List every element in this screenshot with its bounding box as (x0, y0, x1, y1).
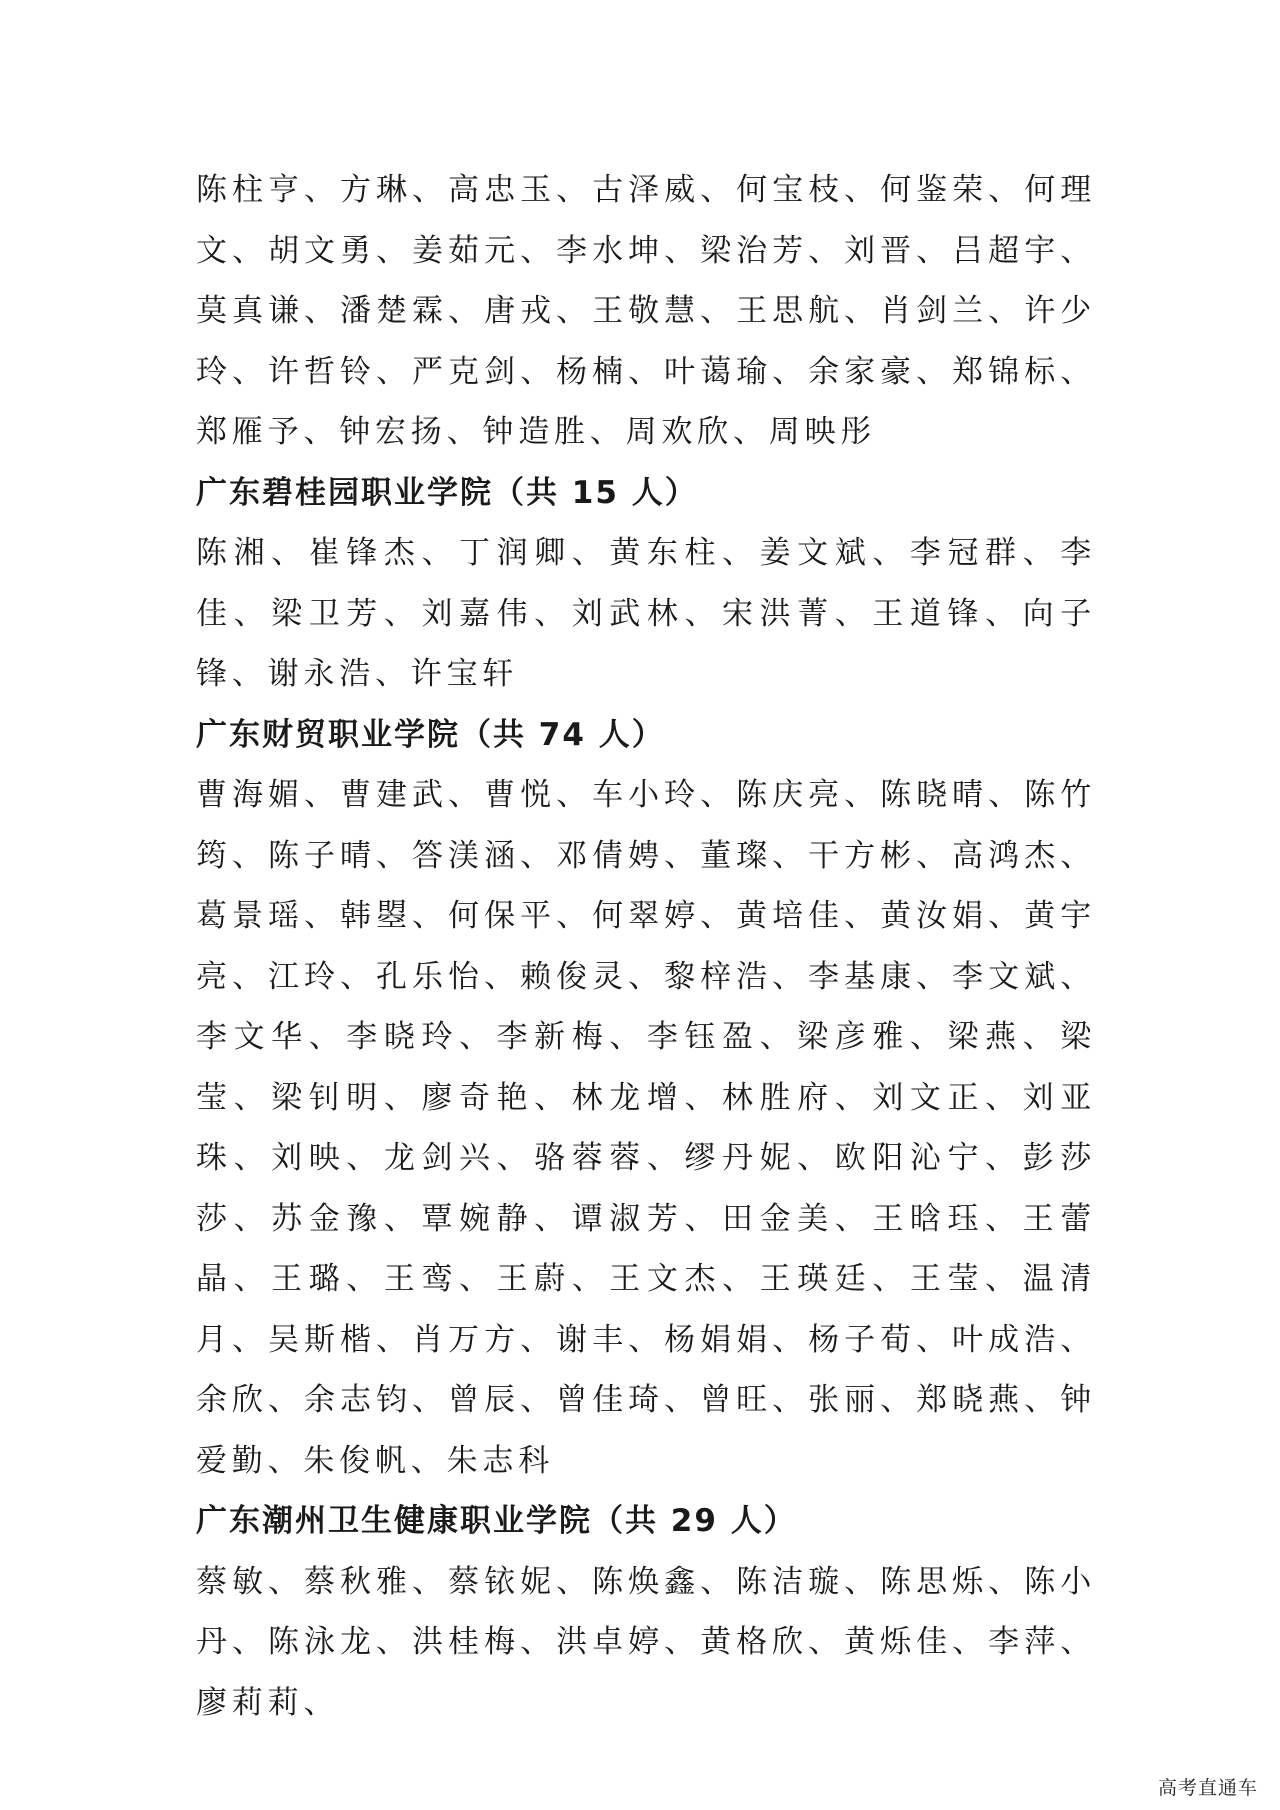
section-heading-caimao: 广东财贸职业学院（共 74 人） (196, 716, 665, 753)
name-list-caimao: 曹海媚、曹建武、曹悦、车小玲、陈庆亮、陈晓晴、陈竹筠、陈子晴、答渼涵、邓倩娉、董璨、干方彬、高鸿杰、葛景瑶、韩曌、何保平、何翠婷、黄培佳、黄汝娟、黄宇亮、江玲、孔乐怡、赖俊灵、黎梓浩、李基康、李文斌、李文华、李晓玲、李新梅、李钰盈、梁彦雅、梁燕、梁莹、梁钊明、廖奇艳、林龙增、林胜府、刘文正、刘亚珠、刘映、龙剑兴、骆蓉蓉、缪丹妮、欧阳沁宁、彭莎莎、苏金豫、覃婉静、谭淑芳、田金美、王晗珏、王蕾晶、王璐、王鸾、王蔚、王文杰、王瑛廷、王莹、温清月、吴斯楷、肖万方、谢丰、杨娟娟、杨子荀、叶成浩、余欣、余志钧、曾辰、曾佳琦、曾旺、张丽、郑晓燕、钟爱勤、朱俊帆、朱志科 (196, 777, 1096, 1479)
section-heading-chaozhou: 广东潮州卫生健康职业学院（共 29 人） (196, 1503, 797, 1539)
name-list-biguiyuan: 陈湘、崔锋杰、丁润卿、黄东柱、姜文斌、李冠群、李佳、梁卫芳、刘嘉伟、刘武林、宋洪菁、王道锋、向子锋、谢永浩、许宝轩 (196, 535, 1096, 692)
watermark: 高考直通车 (1157, 1777, 1258, 1799)
name-list-continued: 陈柱亨、方琳、高忠玉、古泽威、何宝枝、何鉴荣、何理文、胡文勇、姜茹元、李水坤、梁治芳、刘晋、吕超宇、莫真谦、潘楚霖、唐戎、王敬慧、王思航、肖剑兰、许少玲、许哲铃、严克剑、杨楠、叶蔼瑜、余家豪、郑锦标、郑雁予、钟宏扬、钟造胜、周欢欣、周映彤 (196, 172, 1096, 450)
document-page (196, 160, 1096, 1733)
section-heading-biguiyuan: 广东碧桂园职业学院（共 15 人） (196, 474, 698, 511)
name-list-chaozhou: 蔡敏、蔡秋雅、蔡铱妮、陈焕鑫、陈洁璇、陈思烁、陈小丹、陈泳龙、洪桂梅、洪卓婷、黄格欣、黄烁佳、李萍、廖莉莉、 (196, 1563, 1096, 1721)
